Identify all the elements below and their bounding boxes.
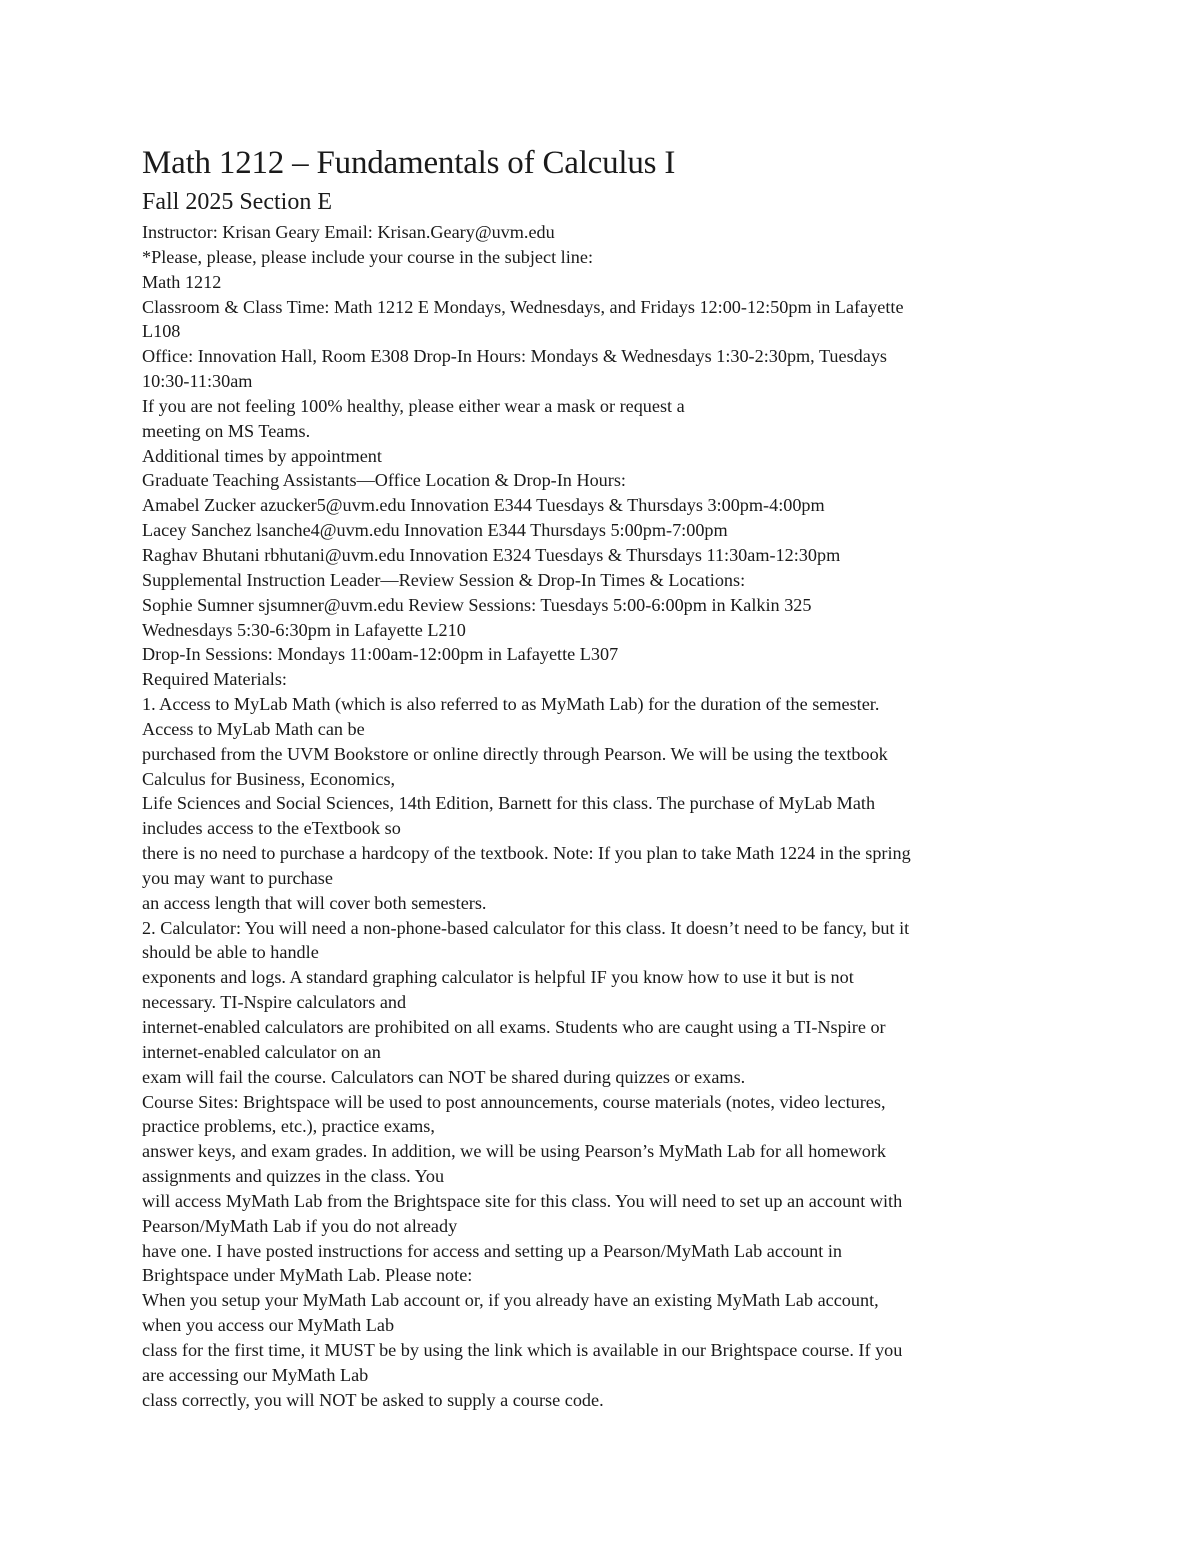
text-line: answer keys, and exam grades. In addition, we will be using Pearson’s MyMath Lab for all homework [142,1141,886,1162]
text-line: assignments and quizzes in the class. You [142,1166,445,1187]
text-line: exponents and logs. A standard graphing calculator is helpful IF you know how to use it but is not [142,967,854,988]
text-line: Course Sites: Brightspace will be used to post announcements, course materials (notes, video lectures, [142,1091,886,1112]
text-line: *Please, please, please include your course in the subject line: [142,246,594,267]
text-line: Required Materials: [142,669,287,690]
text-line: meeting on MS Teams. [142,420,311,441]
document-title: Math 1212 – Fundamentals of Calculus I [142,145,676,181]
text-line: Brightspace under MyMath Lab. Please note: [142,1265,473,1286]
text-line: L108 [142,321,181,342]
text-line: Lacey Sanchez lsanche4@uvm.edu Innovation E344 Thursdays 5:00pm-7:00pm [142,520,728,541]
text-line: internet-enabled calculators are prohibited on all exams. Students who are caught using a TI-Nspire or [142,1017,886,1037]
text-line: 2. Calculator: You will need a non-phone-based calculator for this class. It doesn’t need to be fancy, but it [142,917,910,938]
text-line: Raghav Bhutani rbhutani@uvm.edu Innovation E324 Tuesdays & Thursdays 11:30am-12:30pm [142,544,841,565]
text-line: Calculus for Business, Economics, [142,768,396,789]
text-line: should be able to handle [142,942,319,963]
text-line: When you setup your MyMath Lab account or, if you already have an existing MyMath Lab account, [142,1290,879,1311]
text-line: there is no need to purchase a hardcopy of the textbook. Note: If you plan to take Math 1224 in the spring [142,843,911,864]
text-line: Math 1212 [142,271,222,292]
text-line: Graduate Teaching Assistants—Office Location & Drop-In Hours: [142,470,626,491]
text-line: are accessing our MyMath Lab [142,1364,369,1385]
text-line: class for the first time, it MUST be by using the link which is available in our Brightspace course. If you [142,1339,903,1360]
text-line: Drop-In Sessions: Mondays 11:00am-12:00pm in Lafayette L307 [142,644,619,665]
text-line: Sophie Sumner sjsumner@uvm.edu Review Sessions: Tuesdays 5:00-6:00pm in Kalkin 325 [142,594,812,615]
document-page [142,140,1077,1413]
text-line: Life Sciences and Social Sciences, 14th Edition, Barnett for this class. The purchase of MyLab Math [142,793,876,814]
text-line: class correctly, you will NOT be asked to supply a course code. [142,1389,604,1410]
text-line: Instructor: Krisan Geary Email: Krisan.Geary@uvm.edu [142,222,555,242]
text-line: Amabel Zucker azucker5@uvm.edu Innovation E344 Tuesdays & Thursdays 3:00pm-4:00pm [142,495,825,516]
text-line: Supplemental Instruction Leader—Review Session & Drop-In Times & Locations: [142,569,746,590]
text-line: will access MyMath Lab from the Brightspace site for this class. You will need to set up an account with [142,1190,903,1211]
text-line: necessary. TI-Nspire calculators and [142,992,407,1013]
text-line: an access length that will cover both semesters. [142,892,487,913]
text-line: Pearson/MyMath Lab if you do not already [142,1215,458,1236]
text-line: exam will fail the course. Calculators can NOT be shared during quizzes or exams. [142,1066,746,1087]
text-line: Access to MyLab Math can be [142,718,365,739]
text-line: 1. Access to MyLab Math (which is also referred to as MyMath Lab) for the duration of the semester. [142,694,880,715]
text-line: Classroom & Class Time: Math 1212 E Mondays, Wednesdays, and Fridays 12:00-12:50pm in Lafayette [142,296,904,317]
text-line: If you are not feeling 100% healthy, please either wear a mask or request a [142,395,685,416]
text-line: you may want to purchase [142,867,333,888]
text-line: 10:30-11:30am [142,371,253,392]
text-line: internet-enabled calculator on an [142,1041,381,1062]
text-line: Wednesdays 5:30-6:30pm in Lafayette L210 [142,619,466,640]
text-line: have one. I have posted instructions for access and setting up a Pearson/MyMath Lab account in [142,1240,843,1261]
text-line: includes access to the eTextbook so [142,818,401,839]
text-line: Additional times by appointment [142,445,382,466]
document-body [142,220,1077,1413]
text-line: Office: Innovation Hall, Room E308 Drop-In Hours: Mondays & Wednesdays 1:30-2:30pm, Tuesdays [142,346,888,367]
text-line: when you access our MyMath Lab [142,1315,395,1336]
text-line: purchased from the UVM Bookstore or online directly through Pearson. We will be using the textbook [142,743,888,764]
text-line: practice problems, etc.), practice exams, [142,1116,435,1137]
document-subtitle: Fall 2025 Section E [142,189,332,215]
